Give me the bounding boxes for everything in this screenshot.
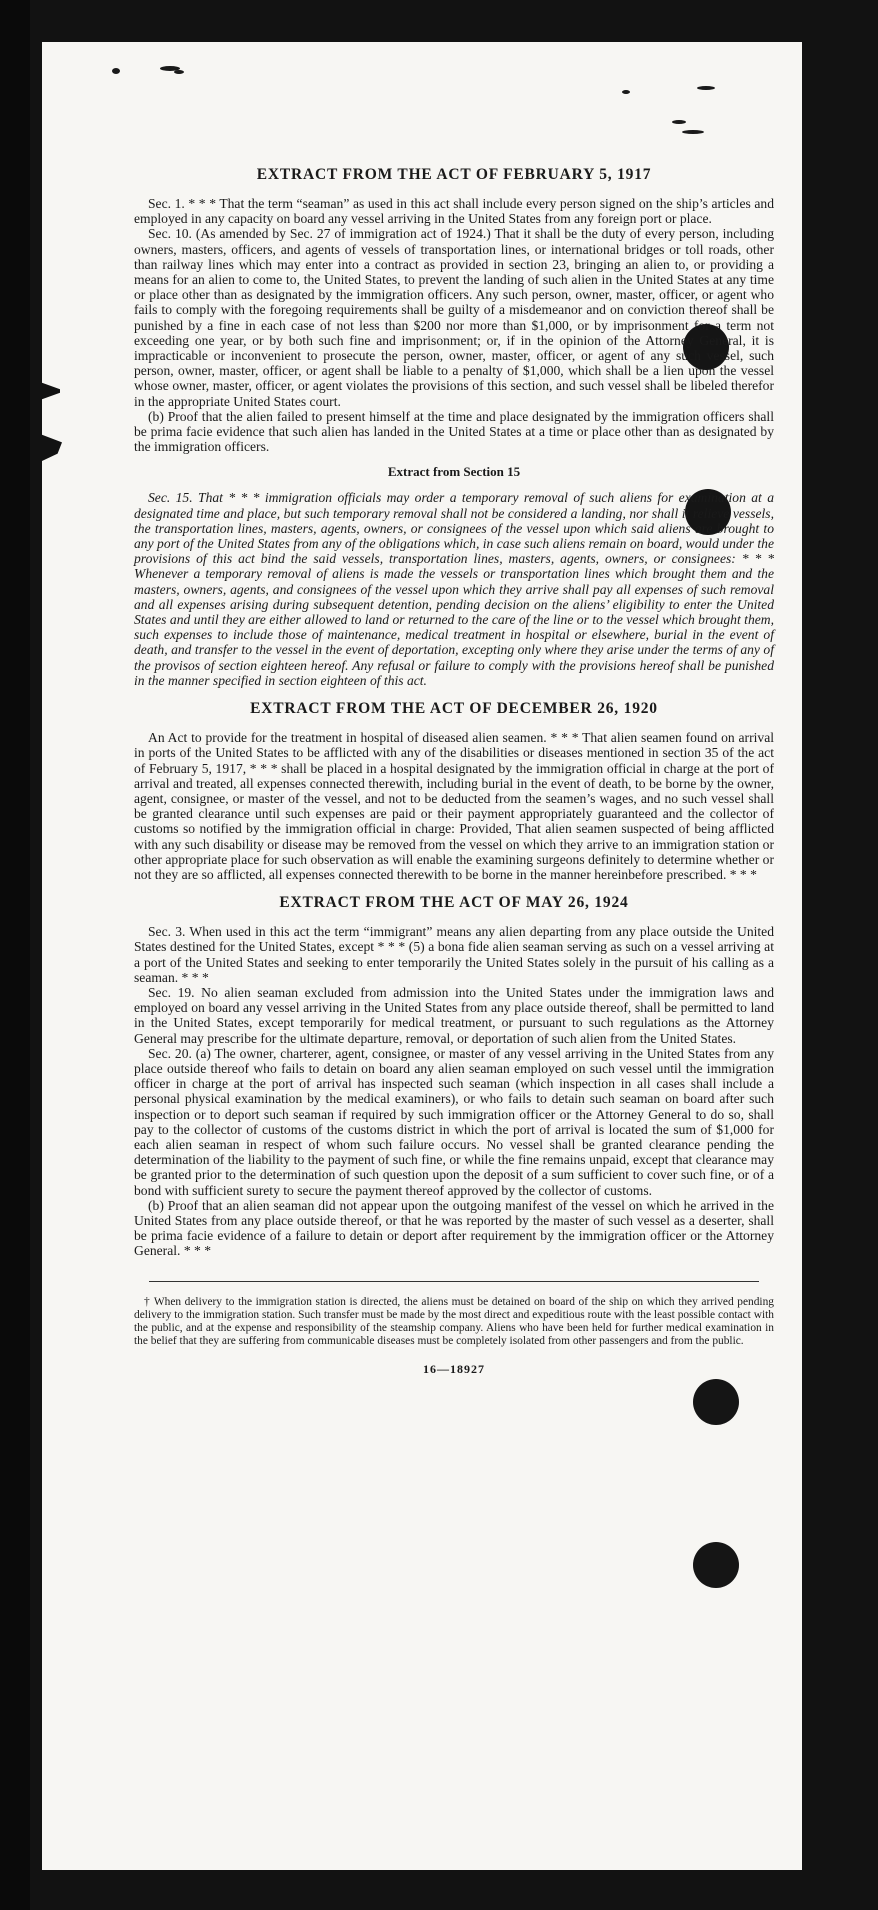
ink-speck bbox=[174, 70, 184, 74]
paragraph-1924-sec19: Sec. 19. No alien seaman excluded from admission into the United States under the immigration laws and employed on board any vessel arriving in the United States from any place outside thereof, shall be permitted to land in the United States, except temporarily for medical treatment, or pursuant to such regulations as the Attorney General may prescribe for the ultimate departure, removal, or deportation of such alien from the United States. bbox=[134, 984, 774, 1046]
paragraph-1917-sec10: Sec. 10. (As amended by Sec. 27 of immigration act of 1924.) That it shall be the duty of every person, including owners, masters, officers, and agents of vessels of transportation lines, or international bridges or toll roads, other than railway lines which may enter into a contract as provided in section 23, bringing an alien to, or providing a means for an alien to come to, the United States, to prevent the landing of such alien in the United States at any time or place other than as designated by the immigration officers. Any such person, owner, master, officer, or agent who fails to comply with the foregoing requirements shall be guilty of a misdemeanor and on conviction thereof shall be punished by a fine in each case of not less than $200 nor more than $1,000, or by imprisonment for a term not exceeding one year, or by both such fine and imprisonment; or, if in the opinion of the Attorney General, it is impracticable or inconvenient to prosecute the person, owner, master, officer, or agent of any such vessel, such person, owner, master, officer, or agent shall be liable to a penalty of $1,000, which shall be a lien upon the vessel whose owner, master, officer, or agent violates the provisions of this section, and such vessel shall be libeled therefor in the appropriate United States court. bbox=[134, 226, 774, 409]
paragraph-1924-sec3: Sec. 3. When used in this act the term “immigrant” means any alien departing from any place outside the United States destined for the United States, except * * * (5) a bona fide alien seaman serving as such on a vessel arriving at a port of the United States and seeking to enter temporarily the United States solely in the pursuit of his calling as a seaman. * * * bbox=[134, 924, 774, 985]
heading-act-1917: EXTRACT FROM THE ACT OF FEBRUARY 5, 1917 bbox=[256, 166, 652, 183]
page-tear bbox=[42, 434, 62, 462]
paragraph-1920: An Act to provide for the treatment in hospital of diseased alien seamen. * * * That alien seamen found on arrival in ports of the United States to be afflicted with any of the disabilities or diseases mentioned in section 35 of the act of February 5, 1917, * * * shall be placed in a hospital designated by the immigration official in charge at the port of arrival and treated, all expenses connected therewith, including burial in the event of death, to be borne by the owner, agent, consignee, or master of the vessel, and not to be deducted from the seamen’s wages, and no such vessel shall be granted clearance until such expenses are paid or their payment appropriately guaranteed and the collector of customs so notified by the immigration official in charge: Provided, That alien seamen suspected of being afflicted with any such disability or disease may be removed from the vessel on which they arrive to an immigration station or other appropriate place for such observation as will enable the examining surgeons definitely to determine whether or not they are so afflicted, all expenses connected therewith to be borne in the manner hereinbefore prescribed. * * * bbox=[134, 730, 774, 882]
paragraph-1924-sec20: Sec. 20. (a) The owner, charterer, agent, consignee, or master of any vessel arriving in the United States from any place outside thereof who fails to detain on board any alien seaman employed on such vessel until the immigration officer in charge at the port of arrival has inspected such seaman (which inspection in all cases shall include a personal physical examination by the medical examiners), or who fails to detain such seaman on board after such inspection or to deport such seaman if required by such immigration officer or the Attorney General to do so, shall pay to the collector of customs of the customs district in which the port of arrival is located the sum of $1,000 for each alien seaman in respect of whom such failure occurs. No vessel shall be granted clearance pending the determination of the liability to the payment of such fine, or while the fine remains unpaid, except that clearance may be granted prior to the determination of such question upon the deposit of a sum sufficient to cover such fine, or of a bond with sufficient surety to secure the payment thereof approved by the collector of customs. bbox=[134, 1045, 774, 1198]
punch-hole bbox=[693, 1542, 739, 1588]
ink-speck bbox=[672, 120, 686, 124]
ink-speck bbox=[112, 68, 120, 74]
footnote: † When delivery to the immigration station is directed, the aliens must be detained on board of the ship on which they arrived pending delivery to the immigration station. Such transfer must be made by the most direct and expeditious route with the least possible contact with the public, and at the expense and responsibility of the steamship company. Aliens who have been held for further medical examination in the belief that they are suffering from communicable diseases must be completely isolated from other passengers and from the public. bbox=[134, 1295, 774, 1347]
document-body bbox=[134, 166, 774, 1377]
page-tear bbox=[42, 382, 60, 400]
paragraph-1924-b: (b) Proof that an alien seaman did not appear upon the outgoing manifest of the vessel on which he arrived in the United States from any place outside thereof, or that he was reported by the master of such vessel as a deserter, shall be prima facie evidence of a failure to detain or deport after requirement by the immigration officer or the Attorney General. * * * bbox=[134, 1197, 774, 1259]
paragraph-1917-sec1: Sec. 1. * * * That the term “seaman” as used in this act shall include every person signed on the ship’s articles and employed in any capacity on board any vessel arriving in the United States from any foreign port or place. bbox=[134, 196, 774, 227]
heading-section-15: Extract from Section 15 bbox=[387, 464, 521, 480]
footnote-divider bbox=[149, 1281, 759, 1282]
ink-speck bbox=[622, 90, 630, 94]
ink-speck bbox=[682, 130, 704, 134]
scan-border bbox=[0, 0, 30, 1910]
heading-act-1920: EXTRACT FROM THE ACT OF DECEMBER 26, 1920 bbox=[250, 700, 658, 718]
punch-hole bbox=[693, 1379, 739, 1425]
page-number: 16—18927 bbox=[423, 1361, 485, 1376]
document-page bbox=[42, 42, 802, 1870]
paragraph-1917-b: (b) Proof that the alien failed to present himself at the time and place designated by the immigration officers shall be prima facie evidence that such alien has landed in the United States at a time or place other than as designated by the immigration officers. bbox=[134, 408, 774, 455]
heading-act-1924: EXTRACT FROM THE ACT OF MAY 26, 1924 bbox=[279, 894, 629, 912]
ink-speck bbox=[697, 86, 715, 90]
paragraph-sec15: Sec. 15. That * * * immigration officials may order a temporary removal of such aliens for examination at a designated time and place, but such temporary removal shall not be considered a landing, nor shall it relieve vessels, the transportation lines, masters, agents, owners, or consignees of the vessel upon which said aliens are brought to any port of the United States from any of the obligations which, in case such aliens remain on board, would under the provisions of this act bind the said vessels, transportation lines, masters, agents, owners, or consignees: * * * Whenever a temporary removal of aliens is made the vessels or transportation lines which brought them and the masters, owners, agents, and consignees of the vessel upon which they arrive shall pay all expenses of such removal and all expenses arising during subsequent detention, pending decision on the aliens’ eligibility to enter the United States and until they are either allowed to land or returned to the care of the line or to the vessel which brought them, such expenses to include those of maintenance, medical treatment in hospital or elsewhere, burial in the event of death, and transfer to the vessel in the event of deportation, excepting only where they arise under the terms of any of the provisos of section eighteen hereof. Any refusal or failure to comply with the provisions hereof shall be punished in the manner specified in section eighteen of this act. bbox=[134, 490, 774, 688]
